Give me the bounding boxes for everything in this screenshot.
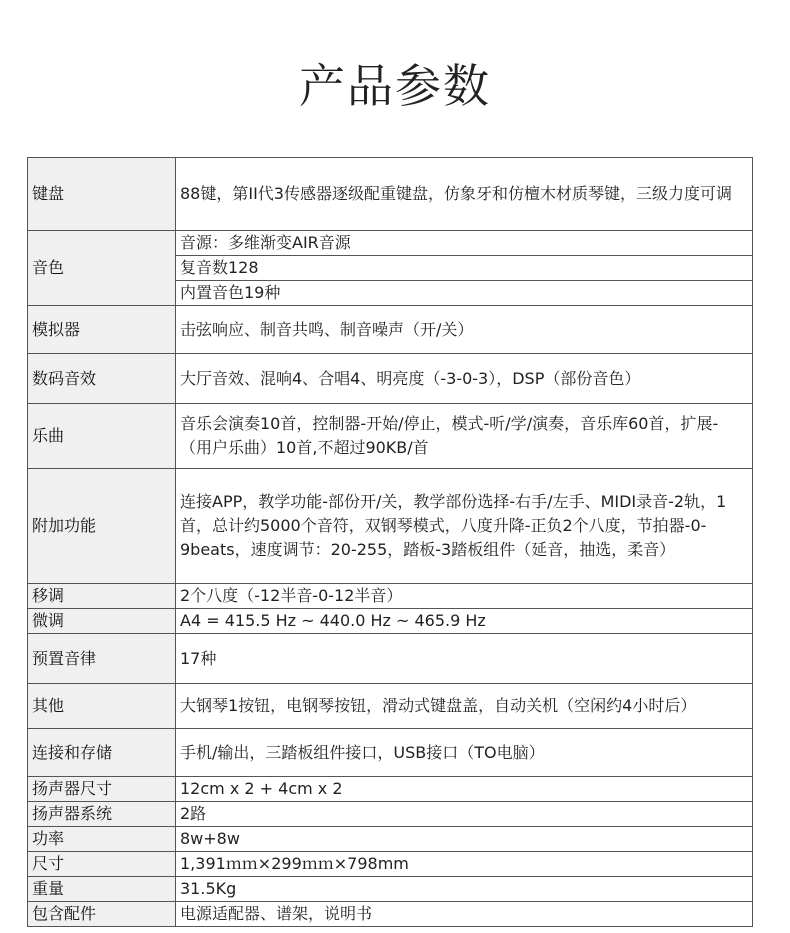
row-value: 2个八度（-12半音-0-12半音） <box>176 584 753 609</box>
row-value: 音乐会演奏10首，控制器-开始/停止，模式-听/学/演奏，音乐库60首，扩展-（用户乐曲）10首,不超过90KB/首 <box>176 404 753 469</box>
table-row <box>28 231 753 256</box>
table-row <box>28 684 753 729</box>
table-row <box>28 584 753 609</box>
row-value: 击弦响应、制音共鸣、制音噪声（开/关） <box>176 306 753 354</box>
table-row <box>28 609 753 634</box>
row-label: 功率 <box>28 827 176 852</box>
table-row <box>28 306 753 354</box>
row-label: 音色 <box>28 231 176 306</box>
row-value: 31.5Kg <box>176 877 753 902</box>
table-row <box>28 354 753 404</box>
row-value: A4 = 415.5 Hz ~ 440.0 Hz ~ 465.9 Hz <box>176 609 753 634</box>
table-row <box>28 404 753 469</box>
row-label: 扬声器尺寸 <box>28 777 176 802</box>
table-row <box>28 877 753 902</box>
row-label: 其他 <box>28 684 176 729</box>
table-row <box>28 902 753 927</box>
row-value: 2路 <box>176 802 753 827</box>
row-value: 17种 <box>176 634 753 684</box>
row-value: 8w+8w <box>176 827 753 852</box>
row-value: 连接APP，教学功能-部份开/关，教学部份选择-右手/左手、MIDI录音-2轨，1首，总计约5000个音符，双钢琴模式，八度升降-正负2个八度，节拍器-0-9beats，速度调节：20-255，踏板-3踏板组件（延音，抽选，柔音） <box>176 469 753 584</box>
table-row <box>28 634 753 684</box>
row-label: 预置音律 <box>28 634 176 684</box>
row-label: 附加功能 <box>28 469 176 584</box>
page-title: 产品参数 <box>299 59 491 113</box>
row-label: 乐曲 <box>28 404 176 469</box>
table-row <box>28 469 753 584</box>
table-row <box>28 729 753 777</box>
row-value: 88键，第II代3传感器逐级配重键盘，仿象牙和仿檀木材质琴键，三级力度可调 <box>176 158 753 231</box>
row-value: 12cm x 2 + 4cm x 2 <box>176 777 753 802</box>
row-value: 手机/输出，三踏板组件接口，USB接口（TO电脑） <box>176 729 753 777</box>
row-label: 模拟器 <box>28 306 176 354</box>
table-row <box>28 827 753 852</box>
table-row <box>28 802 753 827</box>
row-value: 大厅音效、混响4、合唱4、明亮度（-3-0-3），DSP（部份音色） <box>176 354 753 404</box>
row-label: 包含配件 <box>28 902 176 927</box>
row-label: 键盘 <box>28 158 176 231</box>
row-value: 电源适配器、谱架，说明书 <box>176 902 753 927</box>
row-label: 尺寸 <box>28 852 176 877</box>
table-row <box>28 158 753 231</box>
row-value: 复音数128 <box>176 256 753 281</box>
row-label: 数码音效 <box>28 354 176 404</box>
row-value: 大钢琴1按钮，电钢琴按钮，滑动式键盘盖，自动关机（空闲约4小时后） <box>176 684 753 729</box>
table-row <box>28 852 753 877</box>
table-row <box>28 777 753 802</box>
spec-table <box>27 157 753 927</box>
row-value: 1,391ｍｍ×299ｍｍ×798mm <box>176 852 753 877</box>
row-label: 微调 <box>28 609 176 634</box>
row-label: 连接和存储 <box>28 729 176 777</box>
row-value: 音源：多维渐变AIR音源 <box>176 231 753 256</box>
row-label: 扬声器系统 <box>28 802 176 827</box>
row-label: 移调 <box>28 584 176 609</box>
row-label: 重量 <box>28 877 176 902</box>
row-value: 内置音色19种 <box>176 281 753 306</box>
